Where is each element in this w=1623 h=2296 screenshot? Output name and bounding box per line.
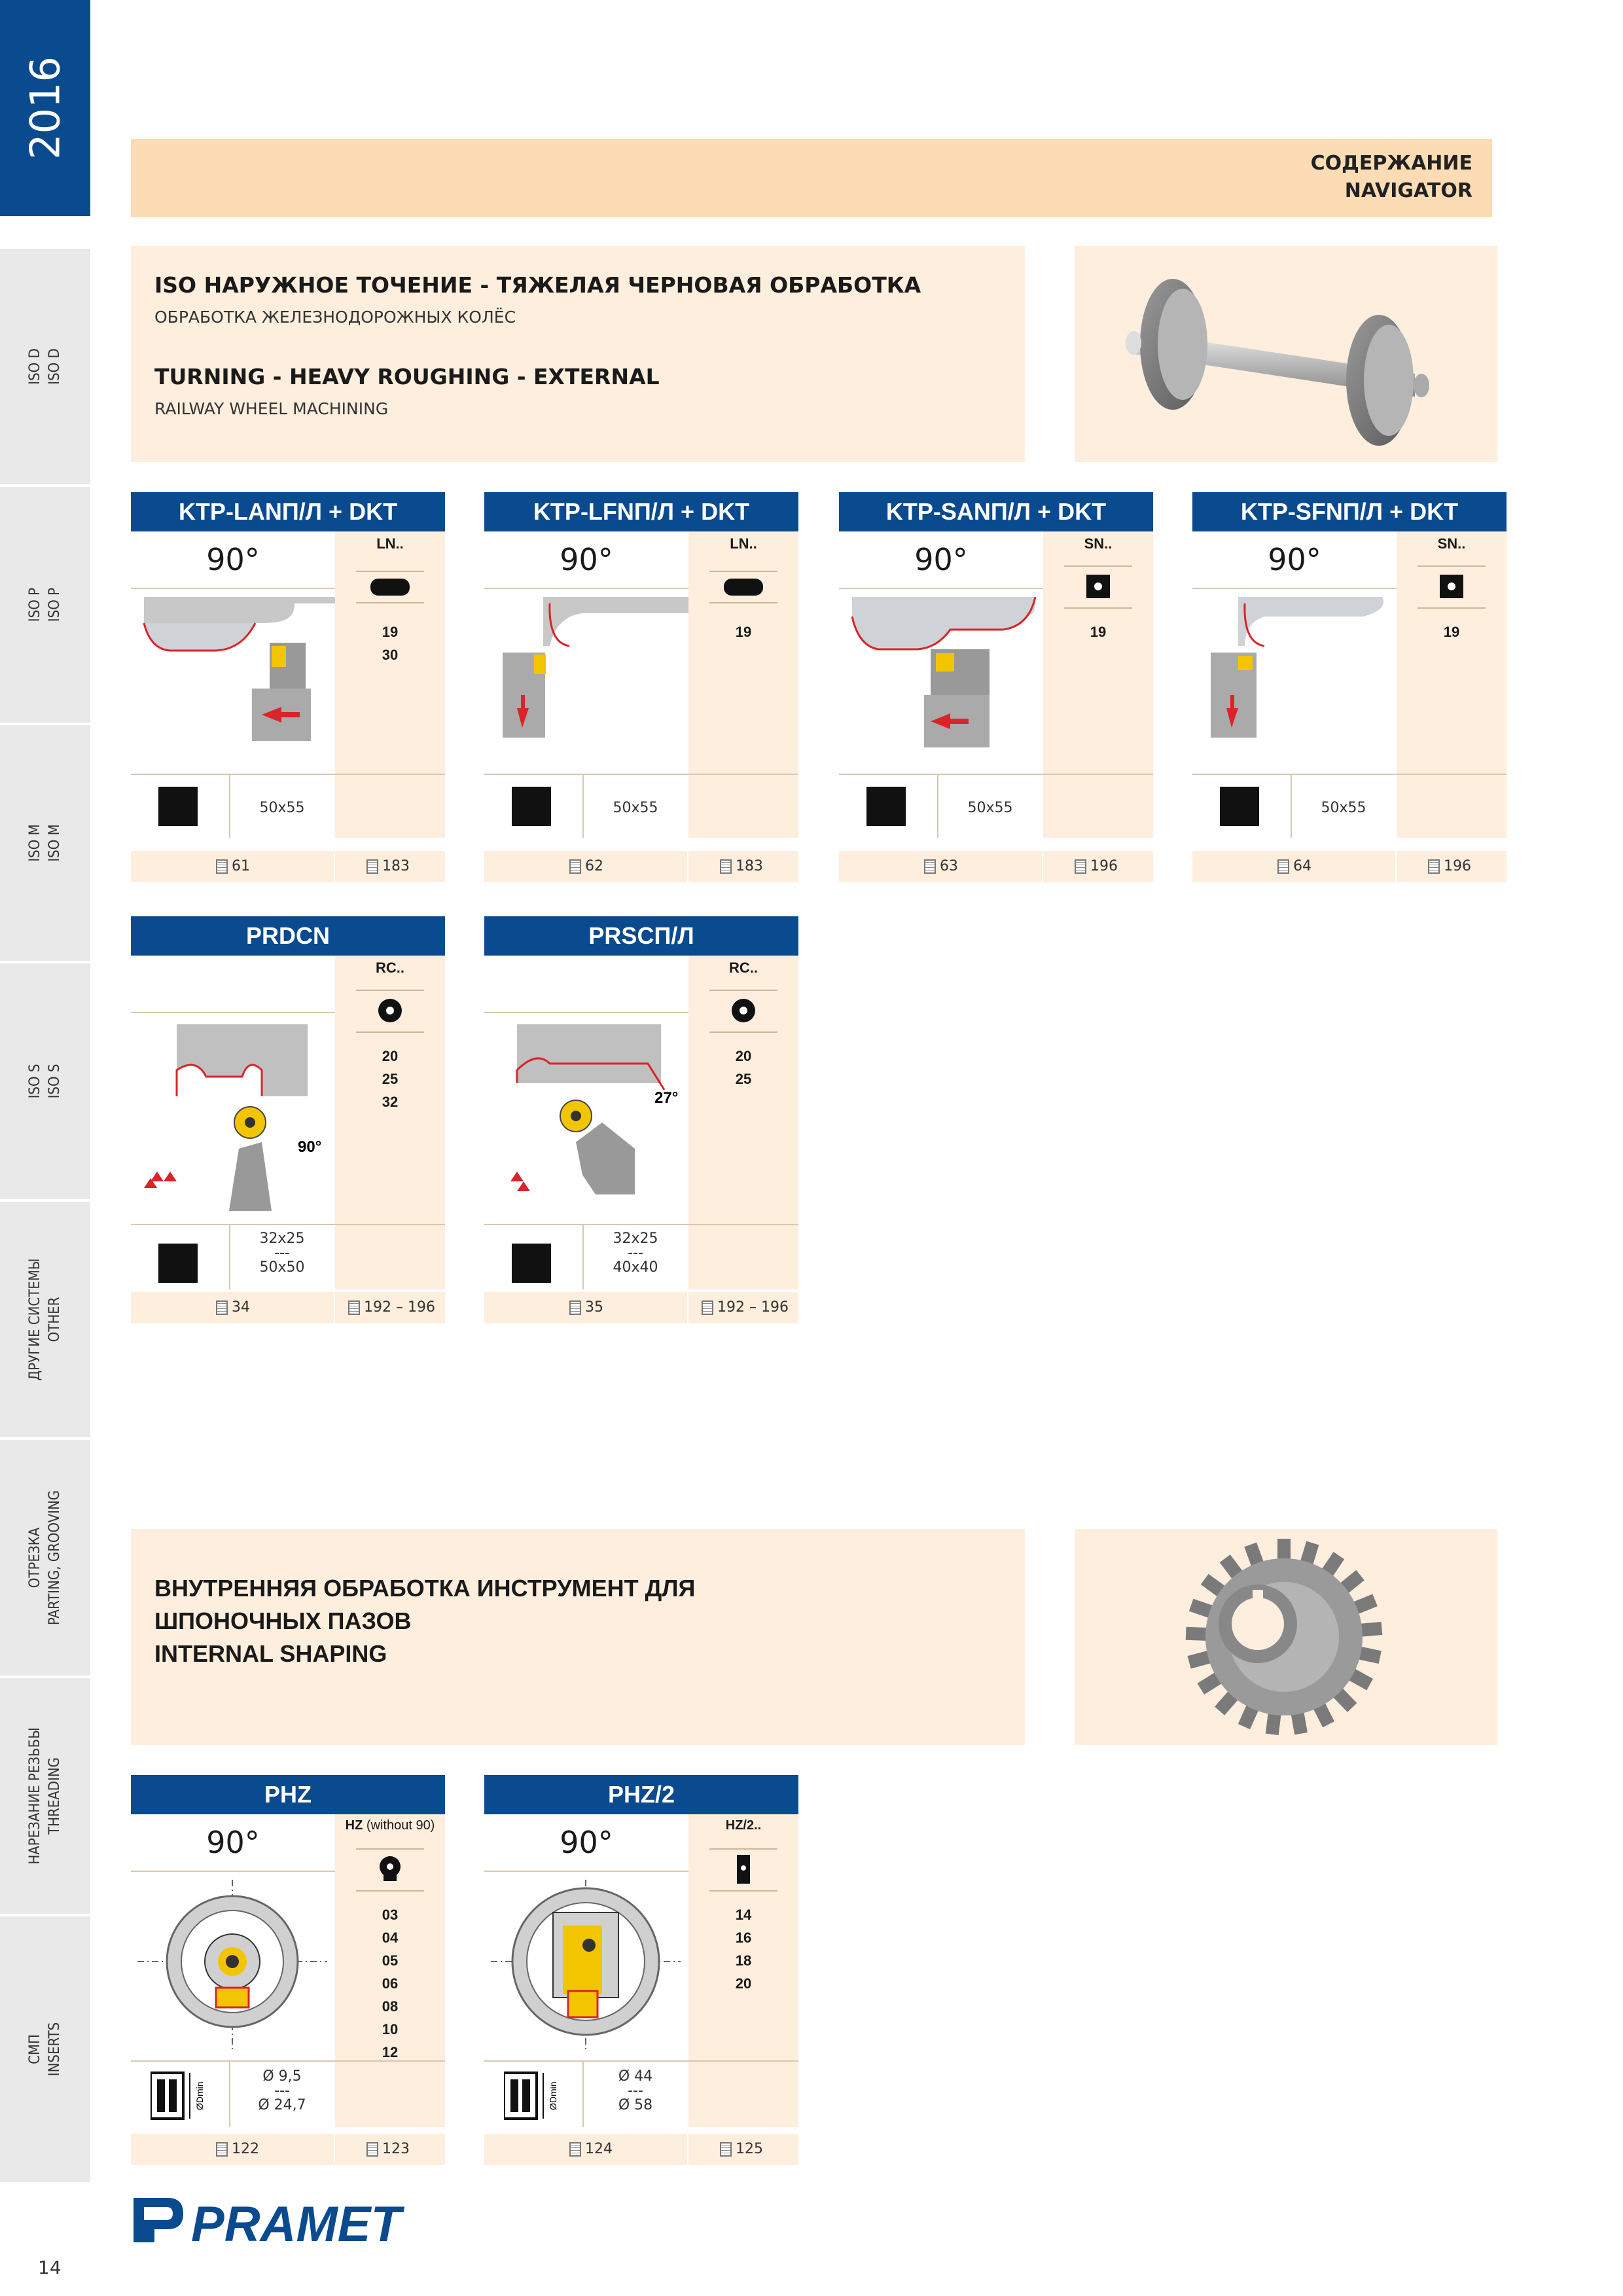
bore-separator: --- (628, 2083, 643, 2099)
insert-type-note: (without 90) (363, 1818, 435, 1833)
sidebar-tab-label: PARTING, GROOVING (46, 1490, 63, 1626)
navigator-ru: СОДЕРЖАНИЕ (1310, 152, 1472, 175)
railway-wheelset-image (1075, 246, 1497, 462)
sidebar-tab-iso-s[interactable] (0, 961, 90, 1199)
insert-size: 32 (382, 1094, 399, 1110)
insert-size: 20 (735, 1048, 752, 1064)
cutting-angle: 90° (560, 1825, 613, 1860)
insert-size: 06 (382, 1975, 399, 1992)
sidebar-tab-label: ISO D (27, 348, 43, 385)
page-link[interactable] (131, 1292, 334, 1323)
sidebar-tab-label: ISO D (46, 348, 63, 385)
insert-size: 03 (382, 1907, 399, 1923)
insert-size: 19 (735, 624, 752, 640)
insert-shaping-icon (356, 1848, 424, 1892)
sidebar-tab-label: ISO P (27, 587, 43, 622)
sidebar-tab-iso-p[interactable] (0, 484, 90, 723)
section-subtitle-en: RAILWAY WHEEL MACHINING (154, 399, 389, 418)
page-ref: 35 (585, 1299, 603, 1316)
tool-diagram (484, 1024, 688, 1221)
insert-type (335, 1818, 445, 1833)
sidebar-tab-label: ДРУГИЕ СИСТЕМЫ (27, 1258, 43, 1381)
navigator-bar[interactable] (131, 139, 1492, 217)
sidebar-tab-parting[interactable] (0, 1437, 90, 1676)
insert-size: 20 (735, 1975, 752, 1992)
insert-page-link[interactable] (688, 1292, 798, 1323)
card-title: PRDCN (131, 916, 445, 956)
sidebar-tab-label: INSERTS (46, 2022, 63, 2077)
insert-size: 10 (382, 2021, 399, 2037)
insert-size: 25 (735, 1071, 752, 1087)
shank-icon (512, 1244, 551, 1283)
insert-page-link[interactable] (688, 2134, 798, 2165)
page-ref: 62 (585, 858, 603, 874)
insert-rhombic-icon (709, 571, 777, 603)
shank-size: 40x40 (613, 1259, 658, 1276)
sidebar-tab-label: ISO M (46, 824, 63, 862)
insert-type: RC.. (729, 960, 758, 976)
page-ref: 196 (1444, 858, 1471, 874)
product-card[interactable] (484, 1775, 798, 2165)
shank-separator: --- (274, 1245, 290, 1261)
insert-type: SN.. (1084, 535, 1113, 552)
section-subtitle-ru: ОБРАБОТКА ЖЕЛЕЗНОДОРОЖНЫХ КОЛЁС (154, 308, 516, 327)
insert-sizes (335, 1903, 445, 2064)
navigator-en: NAVIGATOR (1344, 179, 1472, 202)
insert-square-icon (1418, 565, 1486, 609)
shank-size: 50x55 (613, 800, 658, 816)
year-badge (0, 0, 90, 216)
insert-size: 19 (1090, 624, 1107, 640)
shank-size: 32x25 (259, 1230, 305, 1247)
card-title: PHZ/2 (484, 1775, 798, 1814)
cutting-angle: 90° (206, 542, 260, 577)
page-number: 14 (38, 2257, 62, 2278)
sidebar (0, 0, 90, 2179)
product-card[interactable] (1192, 492, 1507, 882)
bore-size: Ø 24,7 (258, 2097, 306, 2113)
insert-size: 18 (735, 1952, 752, 1969)
card-title: PRSCП/Л (484, 916, 798, 956)
angle-label: 90° (298, 1138, 322, 1156)
shank-icon (1220, 787, 1259, 826)
insert-size: 25 (382, 1071, 399, 1087)
page-ref: 192 – 196 (364, 1299, 435, 1316)
brand-name: PRAMET (191, 2197, 401, 2250)
shank-icon (512, 787, 551, 826)
shank-size: 50x55 (259, 800, 305, 816)
card-title: KTP-SFNП/Л + DKT (1192, 492, 1507, 531)
insert-page-link[interactable] (335, 851, 445, 882)
tool-diagram (131, 597, 335, 774)
section-title-line: ШПОНОЧНЫХ ПАЗОВ (154, 1607, 412, 1634)
page-link[interactable] (484, 2134, 687, 2165)
sidebar-tab-label: OTHER (46, 1297, 63, 1342)
insert-size: 05 (382, 1952, 399, 1969)
page-ref: 125 (736, 2141, 763, 2157)
bore-sizes (582, 2067, 688, 2115)
page-link[interactable] (1192, 851, 1395, 882)
insert-type (688, 1818, 798, 1833)
insert-slot-icon (709, 1848, 777, 1892)
product-card[interactable] (484, 492, 798, 882)
sidebar-tab-label: THREADING (46, 1757, 63, 1835)
insert-rhombic-icon (356, 571, 424, 603)
product-card[interactable] (839, 492, 1153, 882)
bore-sizes (229, 2067, 335, 2115)
card-title (131, 1775, 445, 1814)
shank-size: 32x25 (613, 1230, 658, 1247)
sidebar-tab-label: ISO M (27, 824, 43, 862)
card-title: KTP-SANП/Л + DKT (839, 492, 1153, 531)
insert-sizes (1043, 620, 1153, 643)
shank-size: 50x55 (967, 800, 1013, 816)
card-title: KTP-LFNП/Л + DKT (484, 492, 798, 531)
insert-page-link[interactable] (335, 2134, 445, 2165)
sidebar-tab-label: НАРЕЗАНИЕ РЕЗЬБЫ (27, 1727, 43, 1865)
insert-size: 12 (382, 2044, 399, 2060)
product-card[interactable] (131, 1775, 445, 2165)
page-ref: 192 – 196 (717, 1299, 789, 1316)
sidebar-tab-label: ISO S (27, 1064, 43, 1099)
pramet-logo (131, 2191, 406, 2250)
insert-type: LN.. (730, 535, 757, 552)
insert-page-link[interactable] (1043, 851, 1153, 882)
cutting-angle: 90° (914, 542, 968, 577)
page-ref: 196 (1090, 858, 1118, 874)
bore-dmin-icon (151, 2070, 216, 2122)
product-card[interactable] (131, 916, 445, 1316)
page-ref: 183 (382, 858, 410, 874)
insert-sizes (1397, 620, 1507, 643)
dmin-label: ØDmin (548, 2081, 558, 2110)
shank-sizes (229, 1229, 335, 1278)
bore-size: Ø 9,5 (262, 2068, 302, 2085)
sidebar-tab-iso-d[interactable] (0, 246, 90, 484)
insert-sizes (688, 1903, 798, 1995)
sidebar-tab-label: СМП (27, 2034, 43, 2064)
page-ref: 63 (940, 858, 958, 874)
insert-size: 30 (382, 647, 399, 663)
shank-icon (866, 787, 906, 826)
sidebar-tab-label: ISO S (46, 1064, 63, 1099)
insert-type: SN.. (1437, 535, 1466, 552)
insert-size: 08 (382, 1998, 399, 2015)
insert-size: 20 (382, 1048, 399, 1064)
page-ref: 34 (232, 1299, 250, 1316)
page-ref: 123 (382, 2141, 410, 2157)
insert-round-icon (356, 990, 424, 1033)
section-title-ru: ISO НАРУЖНОЕ ТОЧЕНИЕ - ТЯЖЕЛАЯ ЧЕРНОВАЯ ОБРАБОТКА (154, 272, 921, 298)
insert-round-icon (709, 990, 777, 1033)
sidebar-tab-inserts[interactable] (0, 1914, 90, 2182)
pramet-logo-icon (131, 2191, 406, 2250)
insert-size: 16 (735, 1929, 752, 1946)
section-title-line: INTERNAL SHAPING (154, 1640, 387, 1667)
product-card[interactable] (484, 916, 798, 1316)
card-title-text: PHZ (264, 1781, 312, 1808)
insert-sizes (335, 1045, 445, 1113)
shank-size: 50x50 (259, 1259, 305, 1276)
bore-size: Ø 44 (618, 2068, 653, 2085)
cutting-angle: 90° (206, 1825, 260, 1860)
page-link[interactable] (484, 1292, 687, 1323)
cutting-angle: 90° (1268, 542, 1321, 577)
bore-size: Ø 58 (618, 2097, 653, 2113)
tool-diagram (1192, 597, 1397, 774)
insert-sizes (688, 620, 798, 643)
sidebar-tab-other[interactable] (0, 1199, 90, 1437)
sidebar-tab-threading[interactable] (0, 1676, 90, 1914)
section-title (154, 1572, 695, 1670)
section-railway-info (131, 246, 1025, 462)
section-shaping-info (131, 1529, 1025, 1745)
sidebar-tab-label: ISO P (46, 587, 63, 622)
gear-icon (1075, 1529, 1497, 1745)
bore-dmin-icon (504, 2070, 569, 2122)
section-title-en: TURNING - HEAVY ROUGHING - EXTERNAL (154, 364, 660, 389)
tool-diagram (484, 1873, 688, 2063)
insert-sizes (335, 620, 445, 666)
page-ref: 122 (232, 2141, 259, 2157)
insert-type-bold: HZ (345, 1818, 363, 1833)
page-link[interactable] (839, 851, 1042, 882)
year-label: 2016 (21, 56, 69, 160)
angle-label: 27° (654, 1089, 679, 1107)
page-ref: 183 (736, 858, 763, 874)
product-card[interactable] (131, 492, 445, 882)
sidebar-tab-label: ОТРЕЗКА (27, 1527, 43, 1588)
bore-separator: --- (274, 2083, 290, 2099)
tool-diagram (131, 1024, 335, 1221)
gear-image (1075, 1529, 1497, 1745)
page-link[interactable] (131, 851, 334, 882)
page-ref: 64 (1293, 858, 1311, 874)
insert-type: RC.. (376, 960, 404, 976)
cutting-angle: 90° (560, 542, 613, 577)
page-link[interactable] (131, 2134, 334, 2165)
shank-icon (158, 787, 198, 826)
shank-icon (158, 1244, 198, 1283)
tool-diagram (484, 597, 688, 774)
page-link[interactable] (484, 851, 687, 882)
insert-size: 04 (382, 1929, 399, 1946)
shank-separator: --- (628, 1245, 643, 1261)
insert-size: 14 (735, 1907, 752, 1923)
insert-page-link[interactable] (1397, 851, 1507, 882)
insert-page-link[interactable] (688, 851, 798, 882)
shank-sizes (582, 1229, 688, 1278)
section-title-line: ВНУТРЕННЯЯ ОБРАБОТКА ИНСТРУМЕНТ ДЛЯ (154, 1575, 696, 1602)
insert-sizes (688, 1045, 798, 1090)
insert-type-bold: HZ/2.. (725, 1818, 762, 1833)
page-ref: 61 (232, 858, 250, 874)
insert-square-icon (1064, 565, 1132, 609)
page-ref: 124 (585, 2141, 613, 2157)
tool-diagram (131, 1873, 335, 2063)
insert-size: 19 (1443, 624, 1460, 640)
tool-diagram (839, 597, 1043, 774)
shank-size: 50x55 (1321, 800, 1366, 816)
sidebar-tab-iso-m[interactable] (0, 723, 90, 961)
dmin-label: ØDmin (194, 2081, 205, 2110)
card-title: KTP-LANП/Л + DKT (131, 492, 445, 531)
insert-size: 19 (382, 624, 399, 640)
insert-type: LN.. (376, 535, 404, 552)
insert-page-link[interactable] (335, 1292, 445, 1323)
